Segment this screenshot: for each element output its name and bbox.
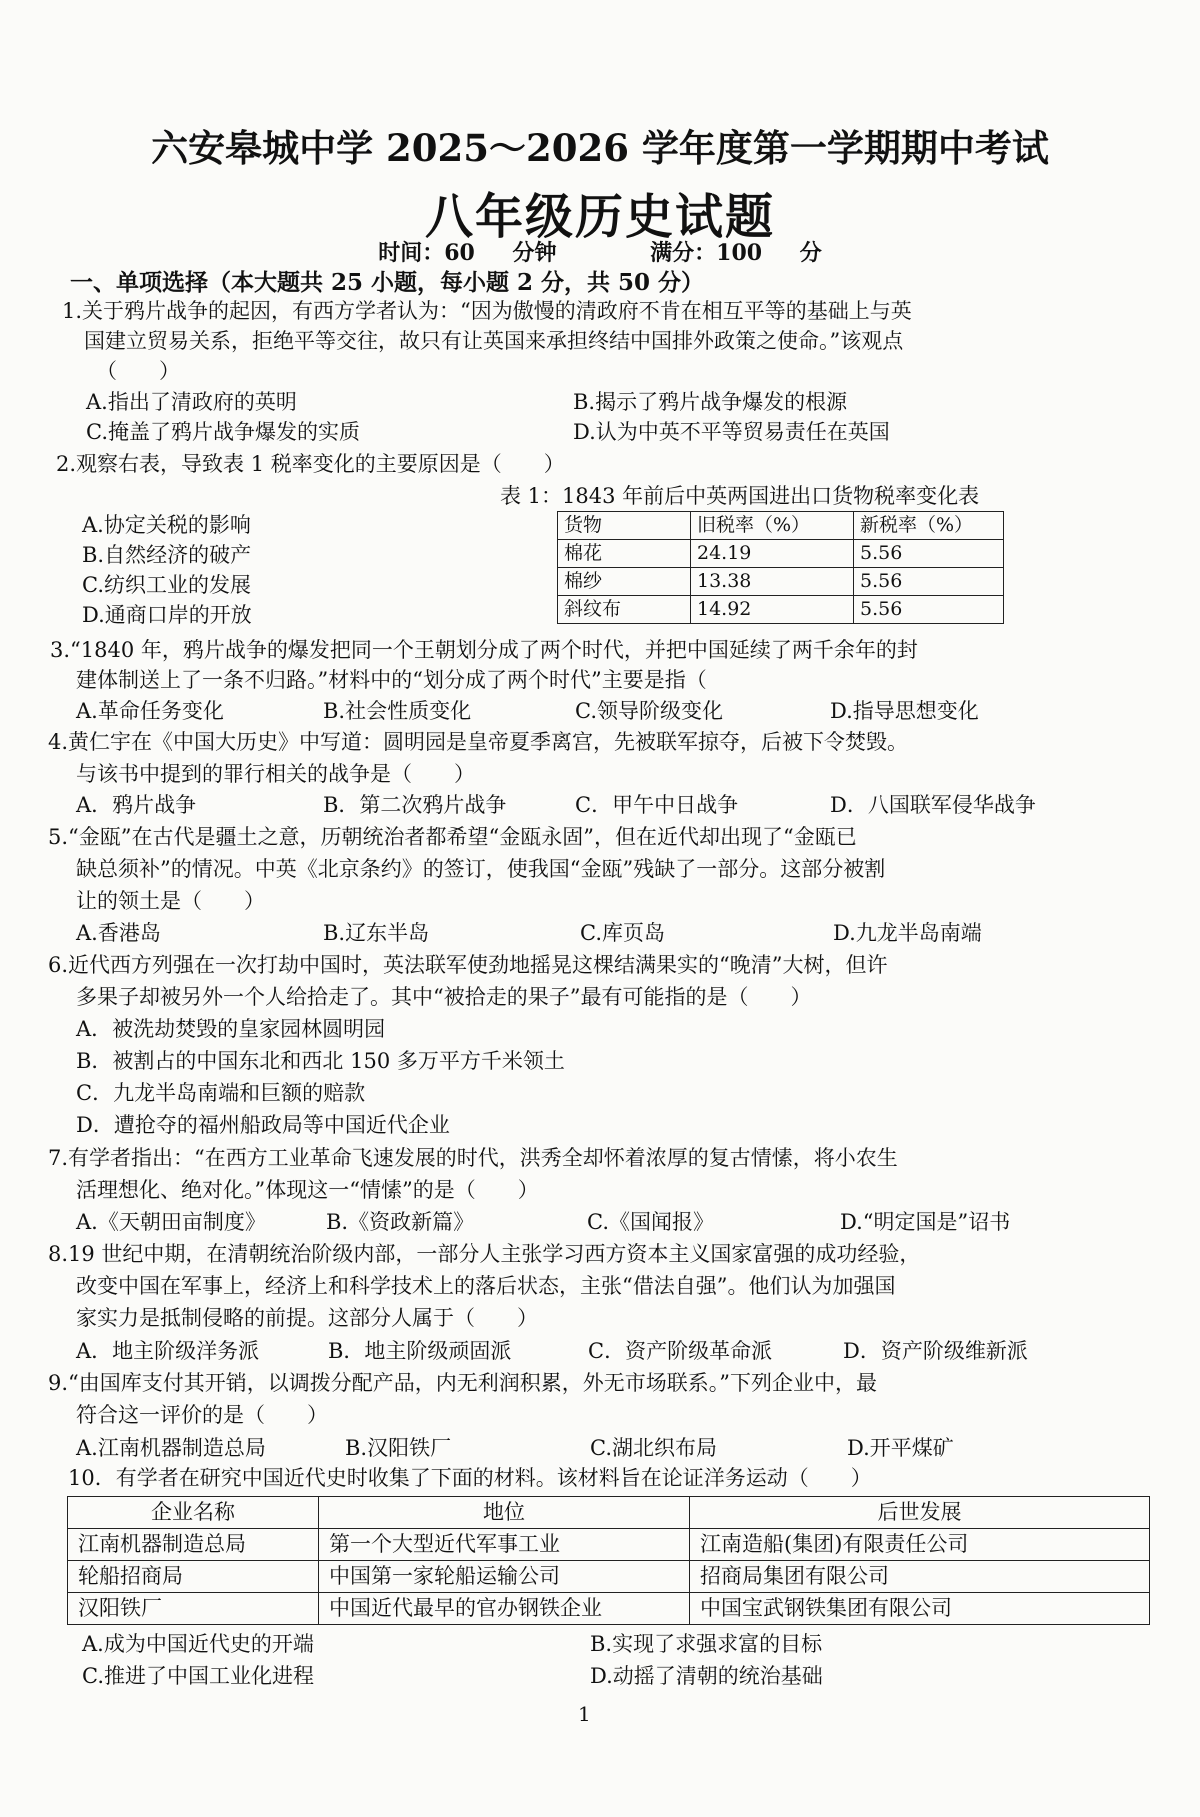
question-6-line-1: 6.近代西方列强在一次打劫中国时，英法联军使劲地摇晃这棵结满果实的“晚清”大树，但许 — [48, 953, 888, 977]
question-1-option-a: A.指出了清政府的英明 — [86, 390, 297, 414]
table-cell: 中国第一家轮船运输公司 — [319, 1561, 690, 1593]
table-header-cell: 地位 — [319, 1497, 690, 1529]
question-10-option-b: B.实现了求强求富的目标 — [590, 1632, 823, 1656]
question-8-line-3: 家实力是抵制侵略的前提。这部分人属于（ ） — [76, 1306, 538, 1330]
table-cell: 中国近代最早的官办钢铁企业 — [319, 1593, 690, 1625]
question-1-line-2: 国建立贸易关系，拒绝平等交往，故只有让英国来承担终结中国排外政策之使命。”该观点 — [84, 329, 904, 353]
table-header-cell: 旧税率（%） — [691, 512, 854, 540]
table-cell: 斜纹布 — [558, 596, 691, 624]
question-9-option-b: B.汉阳铁厂 — [345, 1436, 452, 1460]
table-header-cell: 货物 — [558, 512, 691, 540]
table-header-cell: 新税率（%） — [854, 512, 1004, 540]
question-8-line-2: 改变中国在军事上，经济上和科学技术上的落后状态，主张“借法自强”。他们认为加强国 — [76, 1274, 896, 1298]
table-header-cell: 企业名称 — [68, 1497, 319, 1529]
question-6-option-b: B．被割占的中国东北和西北 150 多万平方千米领土 — [76, 1049, 565, 1073]
table-row — [68, 1561, 1150, 1593]
page-number: 1 — [578, 1702, 591, 1726]
table-cell: 汉阳铁厂 — [68, 1593, 319, 1625]
table-cell: 江南造船(集团)有限责任公司 — [690, 1529, 1150, 1561]
question-10-option-c: C.推进了中国工业化进程 — [82, 1664, 314, 1688]
question-4-option-d: D．八国联军侵华战争 — [830, 793, 1036, 817]
question-6-option-d: D．遭抢夺的福州船政局等中国近代企业 — [76, 1113, 450, 1137]
question-7-option-d: D.“明定国是”诏书 — [840, 1210, 1011, 1234]
time-limit: 时间：60 分钟 — [378, 240, 557, 266]
table-row — [558, 540, 1004, 568]
question-5-option-b: B.辽东半岛 — [323, 921, 430, 945]
question-3-option-b: B.社会性质变化 — [323, 699, 472, 723]
exam-title: 六安皋城中学 2025～2026 学年度第一学期期中考试 — [151, 126, 1049, 170]
table-cell: 5.56 — [854, 540, 1004, 568]
question-4-line-1: 4.黄仁宇在《中国大历史》中写道：圆明园是皇帝夏季离宫，先被联军掠夺，后被下令焚毁。 — [48, 730, 909, 754]
question-8-line-1: 8.19 世纪中期，在清朝统治阶级内部，一部分人主张学习西方资本主义国家富强的成功经验， — [48, 1242, 921, 1266]
table-row — [68, 1593, 1150, 1625]
question-5-option-a: A.香港岛 — [76, 921, 161, 945]
question-2-stem: 2.观察右表，导致表 1 税率变化的主要原因是（ ） — [56, 452, 565, 476]
question-1-line-3: （ ） — [96, 359, 180, 383]
question-1-option-d: D.认为中英不平等贸易责任在英国 — [573, 420, 890, 444]
question-7-line-1: 7.有学者指出：“在西方工业革命飞速发展的时代，洪秀全却怀着浓厚的复古情愫，将小农生 — [48, 1146, 898, 1170]
question-5-line-2: 缺总须补”的情况。中英《北京条约》的签订，使我国“金瓯”残缺了一部分。这部分被割 — [76, 857, 886, 881]
section-heading: 一、单项选择（本大题共 25 小题，每小题 2 分，共 50 分） — [70, 269, 705, 296]
question-7-option-a: A.《天朝田亩制度》 — [76, 1210, 266, 1234]
question-6-line-2: 多果子却被另外一个人给拾走了。其中“被拾走的果子”最有可能指的是（ ） — [76, 985, 812, 1009]
question-9-option-c: C.湖北织布局 — [590, 1436, 717, 1460]
table-header-cell: 后世发展 — [690, 1497, 1150, 1529]
table-cell: 招商局集团有限公司 — [690, 1561, 1150, 1593]
table-cell: 棉花 — [558, 540, 691, 568]
table-cell: 5.56 — [854, 596, 1004, 624]
table-cell: 第一个大型近代军事工业 — [319, 1529, 690, 1561]
question-9-line-2: 符合这一评价的是（ ） — [76, 1403, 328, 1427]
table-cell: 13.38 — [691, 568, 854, 596]
question-9-line-1: 9.“由国库支付其开销，以调拨分配产品，内无利润积累，外无市场联系。”下列企业中，最 — [48, 1371, 878, 1395]
question-7-line-2: 活理想化、绝对化。”体现这一“情愫”的是（ ） — [76, 1178, 539, 1202]
question-9-option-d: D.开平煤矿 — [847, 1436, 954, 1460]
question-5-option-d: D.九龙半岛南端 — [833, 921, 982, 945]
enterprise-table — [67, 1496, 1150, 1625]
tax-rate-table — [557, 511, 1004, 624]
question-3-option-d: D.指导思想变化 — [830, 699, 979, 723]
question-10-option-d: D.动摇了清朝的统治基础 — [590, 1664, 823, 1688]
question-4-option-c: C．甲午中日战争 — [575, 793, 739, 817]
exam-meta — [0, 236, 1200, 267]
question-4-option-a: A．鸦片战争 — [76, 793, 197, 817]
table-header-row — [68, 1497, 1150, 1529]
question-2-option-b: B.自然经济的破产 — [82, 543, 252, 567]
question-1-line-1: 1.关于鸦片战争的起因，有西方学者认为：“因为傲慢的清政府不肯在相互平等的基础上与英 — [62, 299, 912, 323]
table-cell: 轮船招商局 — [68, 1561, 319, 1593]
question-10-option-a: A.成为中国近代史的开端 — [82, 1632, 314, 1656]
question-3-line-1: 3.“1840 年，鸦片战争的爆发把同一个王朝划分成了两个时代，并把中国延续了两千余年的封 — [50, 638, 918, 662]
question-3-option-c: C.领导阶级变化 — [575, 699, 723, 723]
question-3-line-2: 建体制送上了一条不归路。”材料中的“划分成了两个时代”主要是指（ — [76, 668, 707, 692]
table-cell: 14.92 — [691, 596, 854, 624]
question-6-option-c: C．九龙半岛南端和巨额的赔款 — [76, 1081, 366, 1105]
question-5-option-c: C.库页岛 — [580, 921, 665, 945]
table-cell: 24.19 — [691, 540, 854, 568]
question-7-option-c: C.《国闻报》 — [587, 1210, 714, 1234]
question-10-stem: 10．有学者在研究中国近代史时收集了下面的材料。该材料旨在论证洋务运动（ ） — [68, 1466, 872, 1490]
table-row — [68, 1529, 1150, 1561]
question-1-option-c: C.掩盖了鸦片战争爆发的实质 — [86, 420, 360, 444]
table-cell: 江南机器制造总局 — [68, 1529, 319, 1561]
full-score: 满分：100 分 — [650, 240, 822, 266]
table-cell: 棉纱 — [558, 568, 691, 596]
table-cell: 5.56 — [854, 568, 1004, 596]
question-4-option-b: B．第二次鸦片战争 — [323, 793, 507, 817]
table-row — [558, 568, 1004, 596]
question-6-option-a: A．被洗劫焚毁的皇家园林圆明园 — [76, 1017, 386, 1041]
question-4-line-2: 与该书中提到的罪行相关的战争是（ ） — [76, 762, 475, 786]
table-row — [558, 596, 1004, 624]
question-3-option-a: A.革命任务变化 — [76, 699, 224, 723]
exam-subtitle: 八年级历史试题 — [424, 189, 775, 245]
table-header-row — [558, 512, 1004, 540]
question-9-option-a: A.江南机器制造总局 — [76, 1436, 266, 1460]
table-1-caption: 表 1：1843 年前后中英两国进出口货物税率变化表 — [500, 484, 980, 508]
question-2-option-d: D.通商口岸的开放 — [82, 603, 252, 627]
question-7-option-b: B.《资政新篇》 — [326, 1210, 475, 1234]
question-5-line-1: 5.“金瓯”在古代是疆土之意，历朝统治者都希望“金瓯永固”，但在近代却出现了“金瓯已 — [48, 825, 857, 849]
question-8-option-a: A．地主阶级洋务派 — [76, 1339, 260, 1363]
question-5-line-3: 让的领土是（ ） — [76, 889, 265, 913]
question-8-option-d: D．资产阶级维新派 — [843, 1339, 1028, 1363]
question-8-option-c: C．资产阶级革命派 — [588, 1339, 773, 1363]
question-2-option-a: A.协定关税的影响 — [82, 513, 251, 537]
question-1-option-b: B.揭示了鸦片战争爆发的根源 — [573, 390, 848, 414]
table-cell: 中国宝武钢铁集团有限公司 — [690, 1593, 1150, 1625]
question-8-option-b: B．地主阶级顽固派 — [328, 1339, 512, 1363]
question-2-option-c: C.纺织工业的发展 — [82, 573, 251, 597]
